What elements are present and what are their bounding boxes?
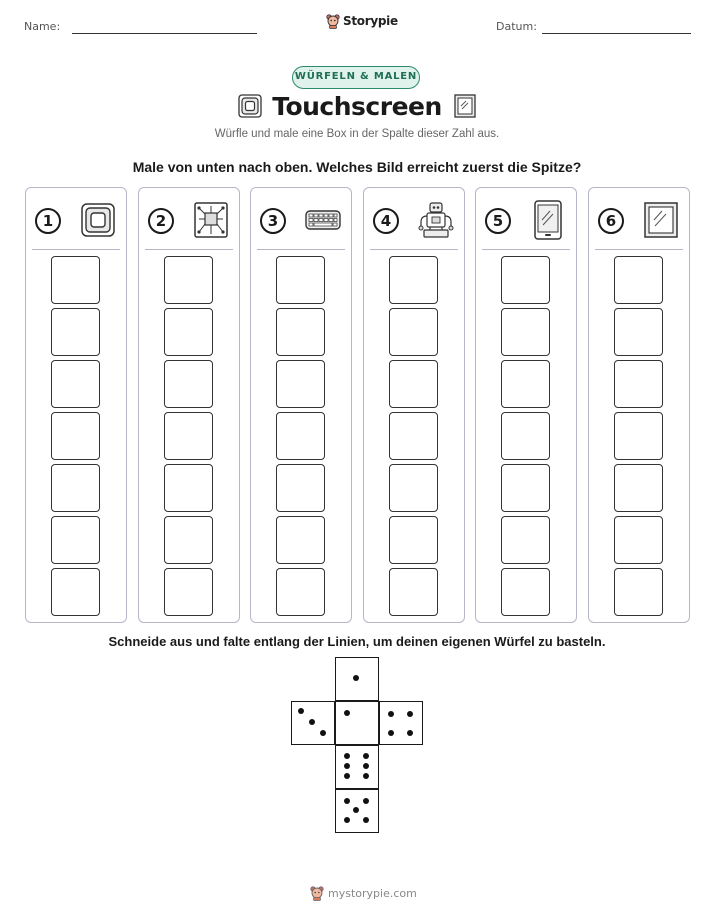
color-box[interactable] bbox=[164, 568, 213, 616]
column-number: 3 bbox=[260, 208, 286, 234]
color-box[interactable] bbox=[614, 308, 663, 356]
column-divider bbox=[370, 249, 458, 250]
die-pip bbox=[344, 773, 350, 779]
color-box[interactable] bbox=[501, 464, 550, 512]
die-pip bbox=[388, 711, 394, 717]
color-box[interactable] bbox=[164, 412, 213, 460]
circuit-board-icon bbox=[193, 200, 229, 240]
page-title: Touchscreen bbox=[272, 92, 442, 121]
date-label: Datum: bbox=[496, 20, 537, 33]
color-box[interactable] bbox=[614, 256, 663, 304]
die-pip bbox=[363, 817, 369, 823]
die-pip bbox=[363, 798, 369, 804]
color-box[interactable] bbox=[389, 516, 438, 564]
color-box[interactable] bbox=[614, 516, 663, 564]
column-1 bbox=[25, 187, 127, 623]
color-box[interactable] bbox=[614, 360, 663, 408]
color-box[interactable] bbox=[501, 568, 550, 616]
column-divider bbox=[482, 249, 570, 250]
die-pip bbox=[407, 711, 413, 717]
color-box[interactable] bbox=[276, 412, 325, 460]
die-face-1 bbox=[335, 701, 379, 745]
die-face-1 bbox=[335, 657, 379, 701]
color-box[interactable] bbox=[276, 464, 325, 512]
column-number: 2 bbox=[148, 208, 174, 234]
color-box[interactable] bbox=[164, 360, 213, 408]
instruction-bottom: Schneide aus und falte entlang der Linien, um deinen eigenen Würfel zu basteln. bbox=[108, 634, 606, 649]
die-pip bbox=[388, 730, 394, 736]
die-pip bbox=[344, 710, 350, 716]
color-box[interactable] bbox=[164, 464, 213, 512]
die-pip bbox=[309, 719, 315, 725]
brand-logo bbox=[326, 13, 398, 29]
color-box[interactable] bbox=[51, 412, 100, 460]
column-4 bbox=[363, 187, 465, 623]
color-box[interactable] bbox=[276, 256, 325, 304]
color-box[interactable] bbox=[164, 516, 213, 564]
die-face-6 bbox=[335, 745, 379, 789]
color-box[interactable] bbox=[614, 412, 663, 460]
name-label: Name: bbox=[24, 20, 61, 33]
screen-panel-icon bbox=[643, 200, 679, 240]
color-box[interactable] bbox=[51, 516, 100, 564]
column-divider bbox=[257, 249, 345, 250]
die-pip bbox=[407, 730, 413, 736]
date-line bbox=[542, 33, 691, 34]
color-box[interactable] bbox=[51, 256, 100, 304]
footer bbox=[310, 885, 417, 901]
color-box[interactable] bbox=[51, 568, 100, 616]
color-box[interactable] bbox=[501, 256, 550, 304]
die-pip bbox=[344, 753, 350, 759]
column-5 bbox=[475, 187, 577, 623]
die-pip bbox=[353, 675, 359, 681]
color-box[interactable] bbox=[51, 308, 100, 356]
die-pip bbox=[363, 753, 369, 759]
die-pip bbox=[344, 763, 350, 769]
die-pip bbox=[344, 798, 350, 804]
die-pip bbox=[363, 773, 369, 779]
robot-machine-icon bbox=[418, 200, 454, 240]
screen-panel-icon bbox=[453, 94, 477, 118]
color-box[interactable] bbox=[276, 568, 325, 616]
tablet-icon bbox=[530, 200, 566, 240]
column-3 bbox=[250, 187, 352, 623]
category-badge: WÜRFELN & MALEN bbox=[292, 66, 420, 89]
name-line bbox=[72, 33, 257, 34]
die-pip bbox=[363, 763, 369, 769]
color-box[interactable] bbox=[276, 516, 325, 564]
column-2 bbox=[138, 187, 240, 623]
color-box[interactable] bbox=[614, 568, 663, 616]
column-divider bbox=[32, 249, 120, 250]
storypie-mascot-icon bbox=[326, 13, 340, 29]
touch-button-icon bbox=[80, 200, 116, 240]
storypie-mascot-icon bbox=[310, 885, 324, 901]
color-box[interactable] bbox=[389, 464, 438, 512]
color-box[interactable] bbox=[276, 360, 325, 408]
column-divider bbox=[145, 249, 233, 250]
keyboard-icon bbox=[305, 200, 341, 240]
column-number: 6 bbox=[598, 208, 624, 234]
die-pip bbox=[353, 807, 359, 813]
column-number: 5 bbox=[485, 208, 511, 234]
color-box[interactable] bbox=[501, 308, 550, 356]
column-divider bbox=[595, 249, 683, 250]
footer-url[interactable]: mystorypie.com bbox=[328, 886, 417, 900]
color-box[interactable] bbox=[389, 412, 438, 460]
color-box[interactable] bbox=[389, 308, 438, 356]
color-box[interactable] bbox=[51, 464, 100, 512]
color-box[interactable] bbox=[614, 464, 663, 512]
color-box[interactable] bbox=[501, 360, 550, 408]
die-face-3 bbox=[291, 701, 335, 745]
subtitle: Würfle und male eine Box in der Spalte dieser Zahl aus. bbox=[214, 128, 500, 140]
color-box[interactable] bbox=[51, 360, 100, 408]
color-box[interactable] bbox=[389, 256, 438, 304]
column-number: 4 bbox=[373, 208, 399, 234]
color-box[interactable] bbox=[389, 568, 438, 616]
color-box[interactable] bbox=[389, 360, 438, 408]
color-box[interactable] bbox=[501, 516, 550, 564]
column-number: 1 bbox=[35, 208, 61, 234]
color-box[interactable] bbox=[164, 308, 213, 356]
die-pip bbox=[320, 730, 326, 736]
die-face-4 bbox=[379, 701, 423, 745]
instruction-top: Male von unten nach oben. Welches Bild erreicht zuerst die Spitze? bbox=[132, 159, 582, 175]
column-6 bbox=[588, 187, 690, 623]
color-box[interactable] bbox=[501, 412, 550, 460]
color-box[interactable] bbox=[164, 256, 213, 304]
die-pip bbox=[344, 817, 350, 823]
die-pip bbox=[298, 708, 304, 714]
brand-name: Storypie bbox=[343, 14, 398, 28]
color-box[interactable] bbox=[276, 308, 325, 356]
die-face-5 bbox=[335, 789, 379, 833]
